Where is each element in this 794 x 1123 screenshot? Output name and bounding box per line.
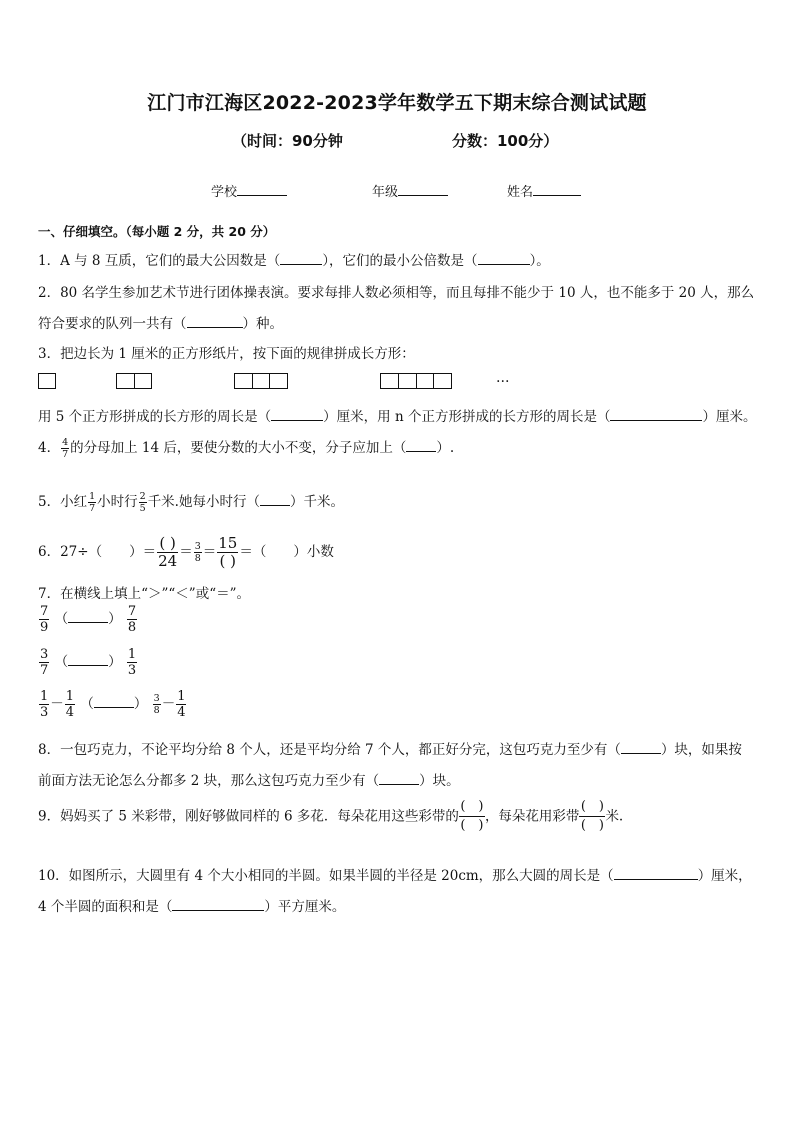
- q3-text-b: ）厘米，用 n 个正方形拼成的长方形的周长是（: [323, 409, 611, 425]
- name-blank[interactable]: [533, 183, 581, 196]
- school-field[interactable]: [211, 181, 287, 200]
- square-figure-3: [234, 373, 288, 389]
- q3-text-a: 用 5 个正方形拼成的长方形的周长是（: [38, 409, 272, 425]
- grade-blank[interactable]: [398, 183, 448, 196]
- q10-text-b: ）厘米，: [697, 868, 752, 884]
- q6-equals-1: ＝: [179, 544, 193, 560]
- q4-fraction: $\frac{4}{7}$: [62, 436, 69, 460]
- q6-fraction-3: $\frac{15}{( )}$: [218, 534, 238, 570]
- q1-text-c: ）。: [529, 253, 550, 269]
- question-3-line-1: 3．把边长为 1 厘米的正方形纸片，按下面的规律拼成长方形：: [38, 346, 415, 362]
- q10-text-c: 4 个半圆的面积和是（: [38, 899, 173, 915]
- q5-text-b: ）千米。: [289, 494, 344, 510]
- q1-text-a: 1．A 与 8 互质，它们的最大公因数是（: [38, 253, 281, 269]
- q9-answer-fraction-2[interactable]: $\frac{( )}{( )}$: [580, 799, 605, 834]
- q4-text-b: ）.: [436, 440, 455, 456]
- question-8-line-1: [38, 738, 742, 758]
- square-figure-4: [380, 373, 452, 389]
- q10-text-d: ）平方厘米。: [264, 899, 346, 915]
- question-8-line-2: [38, 769, 460, 789]
- q6-equals-2: ＝: [202, 544, 217, 560]
- square-figure-2: [116, 373, 152, 389]
- q5-text-a: 千米.她每小时行（: [147, 494, 260, 510]
- q5-prefix: 5．小红: [38, 494, 88, 510]
- q1-blank-1[interactable]: [280, 252, 322, 265]
- question-5: [38, 490, 344, 514]
- q8-text-a: 8．一包巧克力，不论平均分给 8 个人，还是平均分给 7 个人，都正好分完，这包巧克力至少有（: [38, 742, 621, 758]
- q7-row-2: $\frac{3}{7}$ （ ） $\frac{1}{3}$: [40, 647, 137, 678]
- question-7-intro: 7．在横线上填上“＞”“＜”或“＝”。: [38, 586, 250, 602]
- q7-row-1: $\frac{7}{9}$ （ ） $\frac{7}{8}$: [40, 604, 137, 635]
- school-label: 学校: [211, 185, 238, 200]
- q3-text-c: ）厘米。: [702, 409, 757, 425]
- q6-fraction-2: $\frac{3}{8}$: [194, 540, 201, 564]
- q8-text-c: 前面方法无论怎么分都多 2 块，那么这包巧克力至少有（: [38, 773, 380, 789]
- question-6: [38, 536, 334, 569]
- q8-text-b: ）块，如果按: [660, 742, 742, 758]
- q6-suffix: ＝（ ）小数: [239, 544, 334, 560]
- q9-text-c: 米.: [605, 808, 624, 825]
- q8-text-d: ）块。: [419, 773, 460, 789]
- exam-time: （时间：90分钟: [232, 132, 343, 150]
- q5-blank[interactable]: [260, 493, 290, 506]
- q9-answer-fraction-1[interactable]: $\frac{( )}{( )}$: [460, 799, 484, 834]
- school-blank[interactable]: [237, 183, 287, 196]
- q8-blank-1[interactable]: [621, 741, 661, 754]
- q7-blank-1[interactable]: [68, 610, 108, 623]
- q9-text-a: 9．妈妈买了 5 米彩带，刚好够做同样的 6 多花．每朵花用这些彩带的: [38, 808, 459, 825]
- q10-blank-1[interactable]: [614, 867, 698, 880]
- q1-blank-2[interactable]: [478, 252, 530, 265]
- q4-text-a: 的分母加上 14 后，要使分数的大小不变，分子应加上（: [70, 440, 407, 456]
- q9-text-b: ，每朵花用彩带: [484, 808, 580, 825]
- section-heading: 一、仔细填空。（每小题 2 分，共 20 分）: [38, 224, 276, 239]
- q6-prefix: 6．27÷（ ）＝: [38, 544, 157, 560]
- q2-blank[interactable]: [187, 315, 243, 328]
- q7-row-3: $\frac{1}{3}$ － $\frac{1}{4}$ （ ） $\frac{3}{8}$ － $\frac{1}{4}$: [40, 689, 186, 720]
- q10-text-a: 10．如图所示，大圆里有 4 个大小相同的半圆。如果半圆的半径是 20cm，那么大圆的周长是（: [38, 868, 614, 884]
- question-10-line-2: [38, 895, 345, 915]
- q7-blank-3[interactable]: [94, 695, 134, 708]
- exam-score: 分数：100分）: [452, 132, 559, 150]
- q5-fraction-1: $\frac{1}{7}$: [89, 490, 96, 514]
- question-1: [38, 249, 550, 269]
- q5-mid: 小时行: [97, 494, 138, 510]
- q2-text-b: ）种。: [242, 316, 283, 332]
- question-2-line-1: 2．80 名学生参加艺术节进行团体操表演。要求每排人数必须相等，而且每排不能少于 10 人，也不能多于 20 人，那么: [38, 285, 755, 301]
- question-4: [38, 436, 454, 460]
- q2-text-a: 符合要求的队列一共有（: [38, 316, 187, 332]
- q3-blank-2[interactable]: [610, 408, 702, 421]
- question-9: [38, 800, 623, 834]
- q10-blank-2[interactable]: [172, 898, 264, 911]
- page-title: 江门市江海区2022-2023学年数学五下期末综合测试试题: [147, 92, 647, 114]
- pattern-ellipsis: …: [496, 370, 510, 386]
- q3-blank-1[interactable]: [271, 408, 323, 421]
- name-label: 姓名: [507, 185, 534, 200]
- grade-field[interactable]: [372, 181, 448, 200]
- question-10-line-1: [38, 864, 752, 884]
- q1-text-b: ），它们的最小公倍数是（: [322, 253, 478, 269]
- q5-fraction-2: $\frac{2}{5}$: [139, 490, 146, 514]
- q4-blank[interactable]: [406, 439, 436, 452]
- q4-number: 4．: [38, 440, 61, 456]
- q7-blank-2[interactable]: [68, 653, 108, 666]
- question-2-line-2: [38, 312, 283, 332]
- q8-blank-2[interactable]: [379, 772, 419, 785]
- name-field[interactable]: [507, 181, 581, 200]
- grade-label: 年级: [372, 185, 399, 200]
- square-figure-1: [38, 373, 56, 389]
- question-3-line-2: [38, 405, 756, 425]
- q6-fraction-1: $\frac{( )}{24}$: [158, 534, 178, 570]
